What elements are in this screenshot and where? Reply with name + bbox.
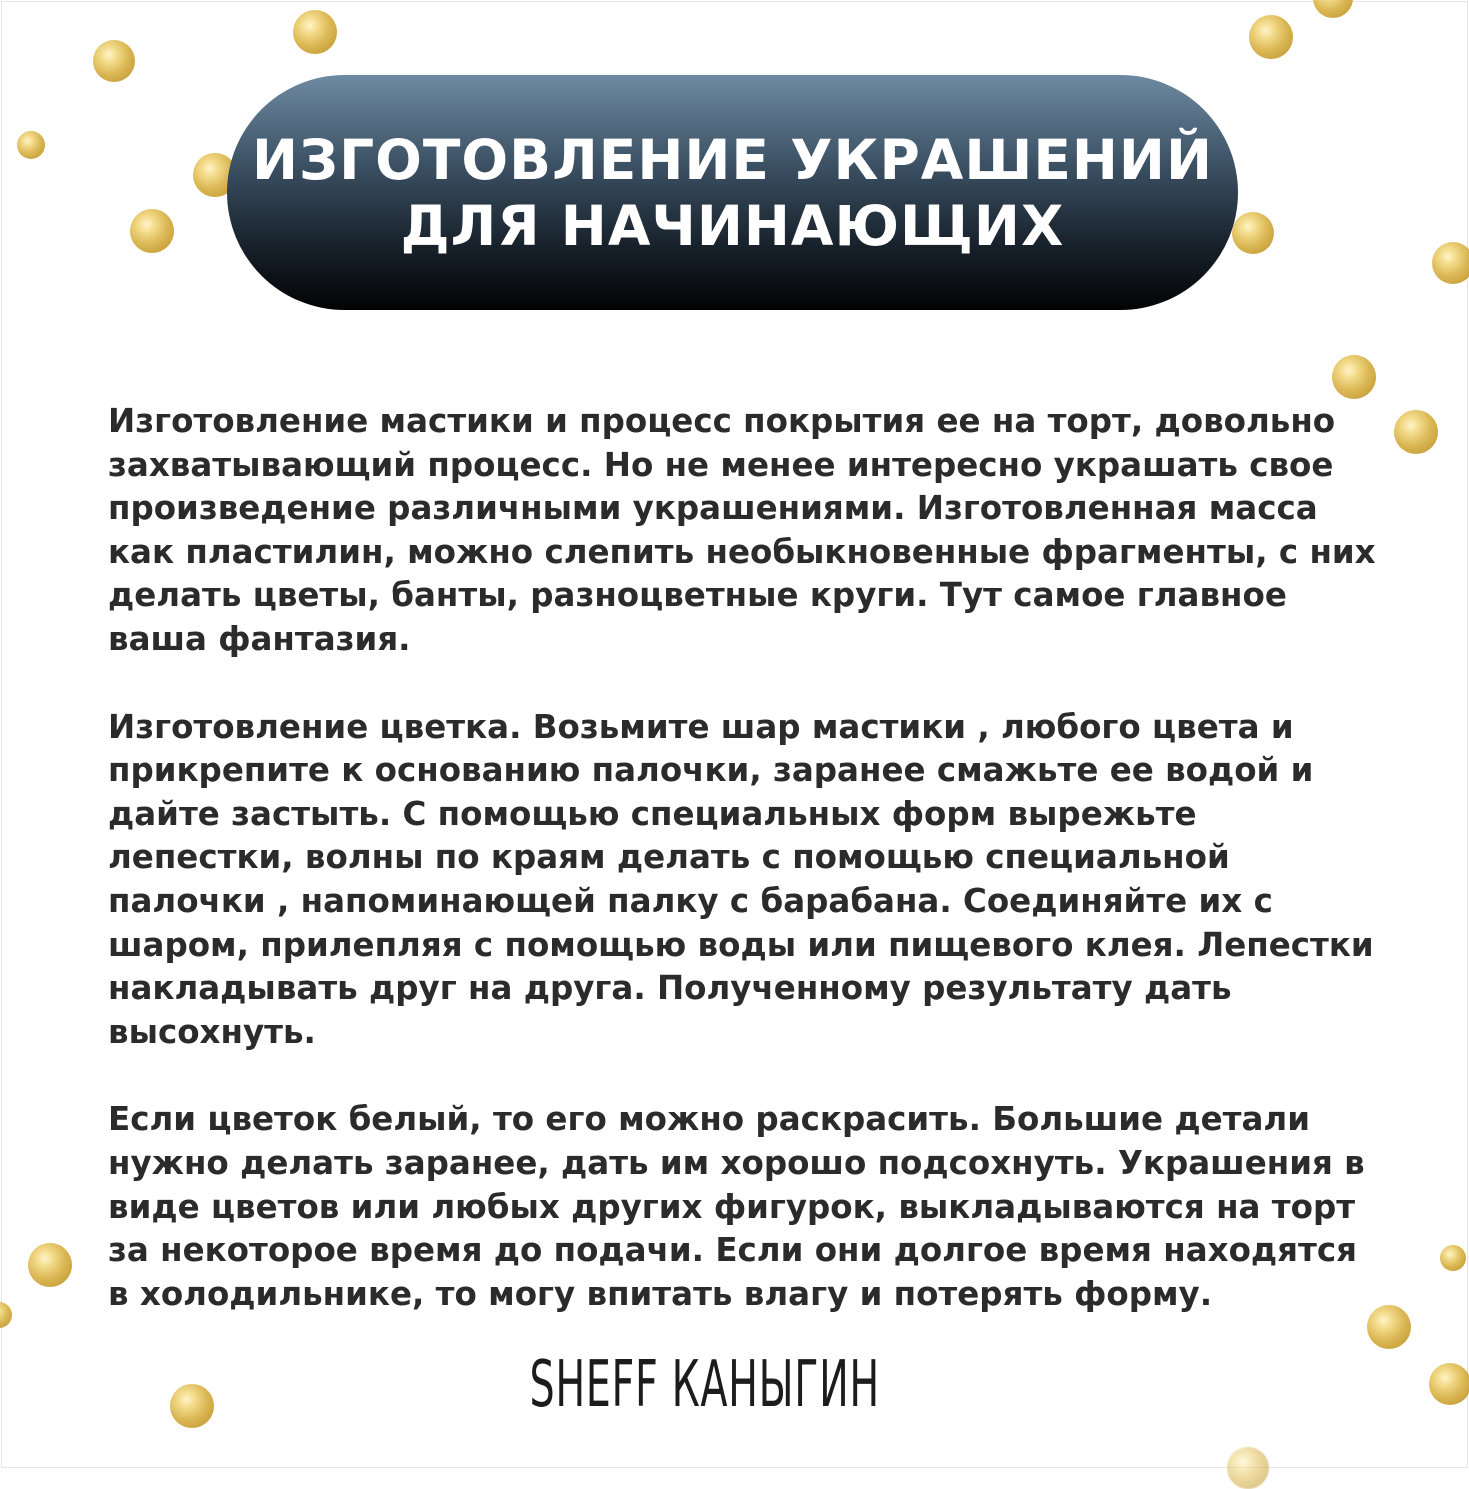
title-line-2: ДЛЯ НАЧИНАЮЩИХ <box>400 193 1065 258</box>
author-signature: SHEFF КАНЫГИН <box>529 1348 880 1422</box>
paragraph-intro: Изготовление мастики и процесс покрытия ее на торт, довольно захватывающий процесс. Но не менее интересно украшать свое произведение различными украшениями. Изготовленная масса как пластилин, можно слепить необыкновенные фрагменты, с них делать цветы, банты, разноцветные круги. Тут самое главное ваша фантазия. <box>108 402 1376 658</box>
article-body <box>108 400 1408 1360</box>
gold-dot-decoration <box>1313 0 1353 18</box>
gold-dot-decoration <box>28 1243 72 1287</box>
gold-dot-decoration <box>0 1302 12 1328</box>
gold-dot-decoration <box>1332 355 1376 399</box>
gold-dot-decoration <box>293 10 337 54</box>
paragraph-coloring: Если цветок белый, то его можно раскрасить. Большие детали нужно делать заранее, дать им хорошо подсохнуть. Украшения в виде цветов или любых других фигурок, выкладываются на торт за некоторое время до подачи. Если они долгое время находятся в холодильнике, то могу впитать влагу и потерять форму. <box>108 1100 1365 1313</box>
gold-dot-decoration <box>170 1384 214 1428</box>
gold-dot-decoration <box>1227 1447 1269 1489</box>
gold-dot-decoration <box>93 40 135 82</box>
paragraph-flower: Изготовление цветка. Возьмите шар мастики , любого цвета и прикрепите к основанию палочки, заранее смажьте ее водой и дайте застыть. С помощью специальных форм вырежьте лепестки, волны по краям делать с помощью специальной палочки , напоминающей палку с барабана. Соединяйте их с шаром, прилепляя с помощью воды или пищевого клея. Лепестки накладывать друг на друга. Полученному результату дать высохнуть. <box>108 707 1374 1051</box>
title-line-1: ИЗГОТОВЛЕНИЕ УКРАШЕНИЙ <box>252 127 1213 192</box>
gold-dot-decoration <box>1432 242 1469 284</box>
title-banner <box>227 75 1238 310</box>
gold-dot-decoration <box>1232 212 1274 254</box>
gold-dot-decoration <box>1249 15 1293 59</box>
gold-dot-decoration <box>1429 1363 1469 1405</box>
gold-dot-decoration <box>17 131 45 159</box>
gold-dot-decoration <box>1440 1245 1466 1271</box>
gold-dot-decoration <box>130 209 174 253</box>
